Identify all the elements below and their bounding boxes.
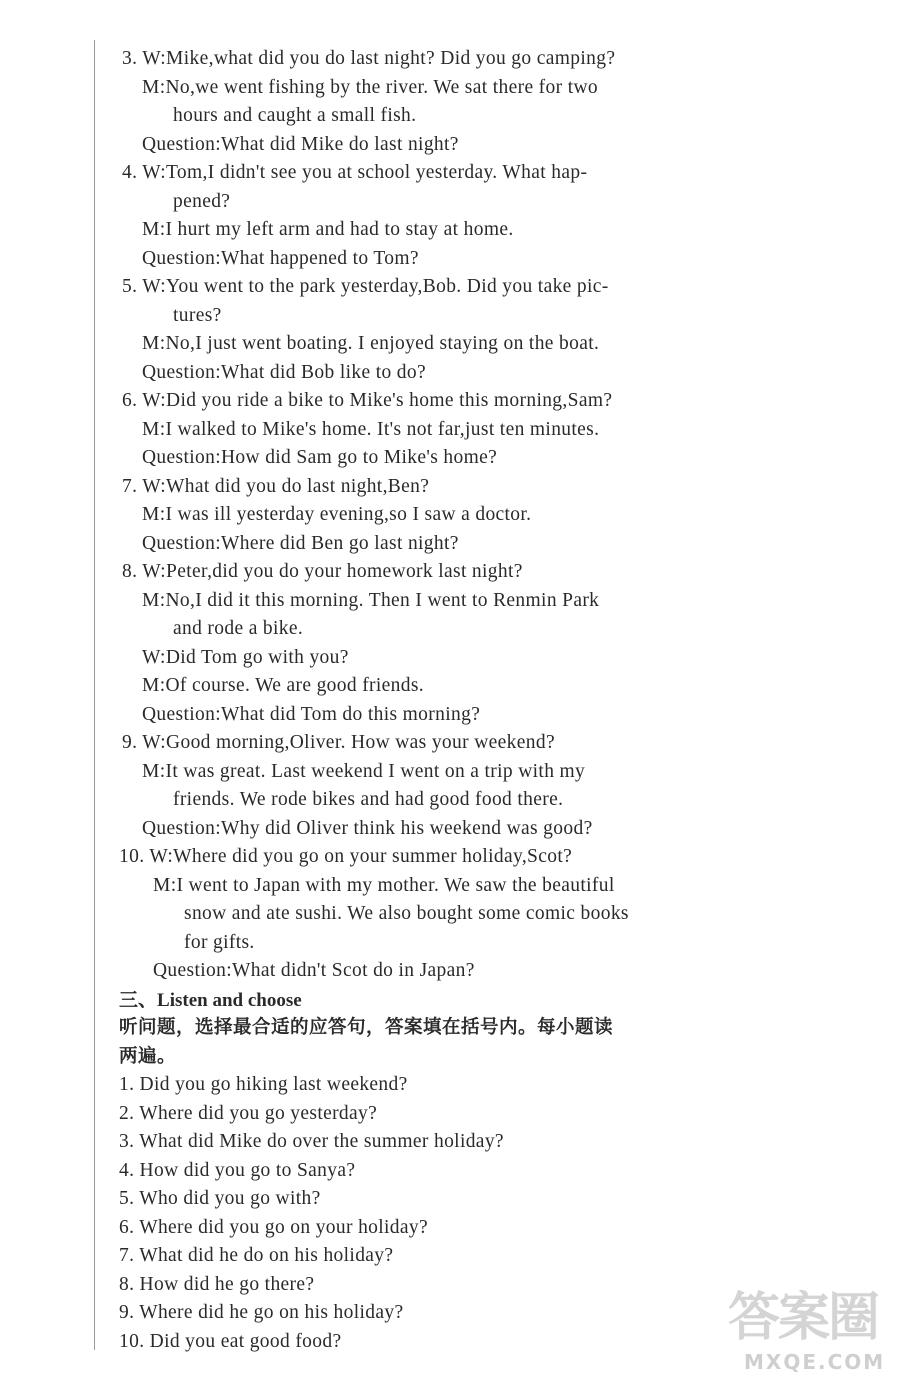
speaker-label: M	[142, 76, 160, 98]
question-text: Why did Oliver think his weekend was good?	[221, 817, 593, 839]
dialogue-line: M:I was ill yesterday evening,so I saw a doctor.	[142, 504, 532, 525]
speaker-label: W	[142, 48, 161, 69]
speaker-label: M	[142, 504, 160, 525]
dialogue-text: Where did you go on your summer holiday,Scot?	[173, 846, 573, 867]
dialogue-text: It was great. Last weekend I went on a trip with my	[165, 760, 586, 782]
dialogue-continuation: and rode a bike.	[173, 618, 304, 639]
speaker-label: M	[142, 219, 160, 240]
item-number: 9.	[122, 732, 138, 753]
speaker-label: W	[142, 732, 161, 753]
dialogue-text: I was ill yesterday evening,so I saw a doctor.	[165, 504, 532, 525]
item-number: 3.	[122, 48, 138, 69]
dialogue-text: What did you do last night,Ben?	[166, 475, 430, 497]
item-number: 10.	[119, 846, 145, 867]
section-heading	[119, 986, 302, 1015]
listen-question: 2. Where did you go yesterday?	[119, 1102, 378, 1124]
speaker-label: W	[142, 390, 161, 411]
dialogue-text: Did you ride a bike to Mike's home this morning,Sam?	[166, 390, 613, 411]
dialogue-text: No,we went fishing by the river. We sat there for two	[165, 76, 598, 98]
dialogue-text: Peter,did you do your homework last night?	[166, 561, 523, 582]
dialogue-text: I walked to Mike's home. It's not far,just ten minutes.	[165, 418, 600, 440]
question-label: Question	[142, 703, 216, 725]
dialogue-continuation: tures?	[173, 304, 222, 326]
dialogue-text: Good morning,Oliver. How was your weekend?	[166, 732, 555, 753]
speaker-label: M	[142, 760, 160, 782]
question-line: Question:What did Bob like to do?	[142, 361, 426, 383]
listen-question: 6. Where did you go on your holiday?	[119, 1216, 429, 1238]
speaker-label: W	[142, 162, 161, 183]
listen-question: 3. What did Mike do over the summer holiday?	[119, 1131, 504, 1152]
question-line: Question:How did Sam go to Mike's home?	[142, 447, 498, 468]
item-number: 4.	[122, 162, 138, 183]
dialogue-line: 9. W:Good morning,Oliver. How was your weekend?	[122, 732, 555, 753]
question-label: Question	[142, 532, 216, 554]
item-number: 5.	[122, 276, 138, 297]
dialogue-continuation: for gifts.	[184, 931, 255, 953]
dialogue-line: M:No,I did it this morning. Then I went to Renmin Park	[142, 589, 600, 611]
question-text: Where did Ben go last night?	[221, 532, 459, 554]
question-text: What didn't Scot do in Japan?	[232, 960, 475, 981]
listen-question: 8. How did he go there?	[119, 1273, 315, 1295]
dialogue-text: No,I did it this morning. Then I went to Renmin Park	[165, 589, 600, 611]
question-label: Question	[142, 247, 216, 269]
dialogue-line: 3. W:Mike,what did you do last night? Did you go camping?	[122, 48, 616, 69]
dialogue-line: 10. W:Where did you go on your summer holiday,Scot?	[119, 846, 573, 867]
question-line: Question:What happened to Tom?	[142, 247, 419, 269]
dialogue-line: M:I hurt my left arm and had to stay at home.	[142, 219, 514, 240]
speaker-label: W	[142, 475, 161, 497]
watermark-logo	[722, 1288, 892, 1384]
dialogue-line: M:No,I just went boating. I enjoyed staying on the boat.	[142, 333, 600, 354]
dialogue-text: Did Tom go with you?	[165, 646, 349, 668]
question-label: Question	[153, 960, 227, 981]
item-number: 8.	[122, 561, 138, 582]
speaker-label: M	[142, 589, 160, 611]
speaker-label: M	[153, 874, 171, 896]
item-number: 6.	[122, 390, 138, 411]
listen-question: 7. What did he do on his holiday?	[119, 1245, 394, 1266]
speaker-label: W	[149, 846, 168, 867]
dialogue-text: Tom,I didn't see you at school yesterday. What hap-	[166, 162, 588, 183]
question-line: Question:What didn't Scot do in Japan?	[153, 960, 475, 981]
question-line: Question:What did Tom do this morning?	[142, 703, 481, 725]
listen-question: 1. Did you go hiking last weekend?	[119, 1074, 408, 1095]
dialogue-text: I went to Japan with my mother. We saw the beautiful	[176, 874, 615, 896]
question-label: Question	[142, 361, 216, 383]
section-title: Listen and choose	[157, 989, 302, 1011]
item-number: 7.	[122, 475, 138, 497]
dialogue-line: M:It was great. Last weekend I went on a trip with my	[142, 760, 586, 782]
dialogue-text: Of course. We are good friends.	[165, 675, 425, 696]
dialogue-continuation: pened?	[173, 190, 231, 212]
dialogue-line: 4. W:Tom,I didn't see you at school yesterday. What hap-	[122, 162, 588, 183]
question-text: How did Sam go to Mike's home?	[221, 447, 498, 468]
dialogue-line: 6. W:Did you ride a bike to Mike's home this morning,Sam?	[122, 390, 613, 411]
question-text: What did Mike do last night?	[221, 133, 459, 155]
dialogue-line: M:Of course. We are good friends.	[142, 675, 425, 696]
speaker-label: M	[142, 333, 160, 354]
speaker-label: W	[142, 276, 161, 297]
question-text: What did Tom do this morning?	[221, 703, 481, 725]
dialogue-line: 8. W:Peter,did you do your homework last night?	[122, 561, 523, 582]
section-instruction-cont: 两遍。	[119, 1045, 177, 1067]
section-number: 三、	[119, 988, 158, 1011]
dialogue-text: Mike,what did you do last night? Did you go camping?	[166, 48, 616, 69]
speaker-label: M	[142, 675, 160, 696]
dialogue-line: 7. W:What did you do last night,Ben?	[122, 475, 430, 497]
speaker-label: W	[142, 561, 161, 582]
speaker-label: W	[142, 646, 161, 668]
question-text: What happened to Tom?	[221, 247, 419, 269]
question-label: Question	[142, 817, 216, 839]
dialogue-text: I hurt my left arm and had to stay at home.	[165, 219, 514, 240]
question-label: Question	[142, 447, 216, 468]
dialogue-line: M:No,we went fishing by the river. We sat there for two	[142, 76, 598, 98]
question-line: Question:What did Mike do last night?	[142, 133, 459, 155]
listen-question: 10. Did you eat good food?	[119, 1330, 342, 1352]
dialogue-continuation: friends. We rode bikes and had good food there.	[173, 789, 564, 810]
dialogue-text: You went to the park yesterday,Bob. Did you take pic-	[166, 276, 609, 297]
watermark-text: 答案圈	[728, 1288, 879, 1348]
speaker-label: M	[142, 418, 160, 440]
listen-question: 4. How did you go to Sanya?	[119, 1159, 356, 1181]
dialogue-continuation: hours and caught a small fish.	[173, 105, 417, 126]
dialogue-line: 5. W:You went to the park yesterday,Bob. Did you take pic-	[122, 276, 609, 297]
question-line: Question:Where did Ben go last night?	[142, 532, 459, 554]
dialogue-line: M:I went to Japan with my mother. We saw the beautiful	[153, 874, 615, 896]
section-instruction: 听问题，选择最合适的应答句，答案填在括号内。每小题读	[119, 1017, 614, 1038]
question-label: Question	[142, 133, 216, 155]
dialogue-line: M:I walked to Mike's home. It's not far,just ten minutes.	[142, 418, 600, 440]
listen-question: 9. Where did he go on his holiday?	[119, 1302, 404, 1323]
dialogue-continuation: snow and ate sushi. We also bought some comic books	[184, 903, 629, 924]
question-text: What did Bob like to do?	[221, 361, 426, 383]
watermark-url: MXQE.COM	[744, 1350, 886, 1374]
listen-question: 5. Who did you go with?	[119, 1188, 321, 1209]
question-line: Question:Why did Oliver think his weekend was good?	[142, 817, 593, 839]
dialogue-text: No,I just went boating. I enjoyed staying on the boat.	[165, 333, 600, 354]
dialogue-line: W:Did Tom go with you?	[142, 646, 349, 668]
